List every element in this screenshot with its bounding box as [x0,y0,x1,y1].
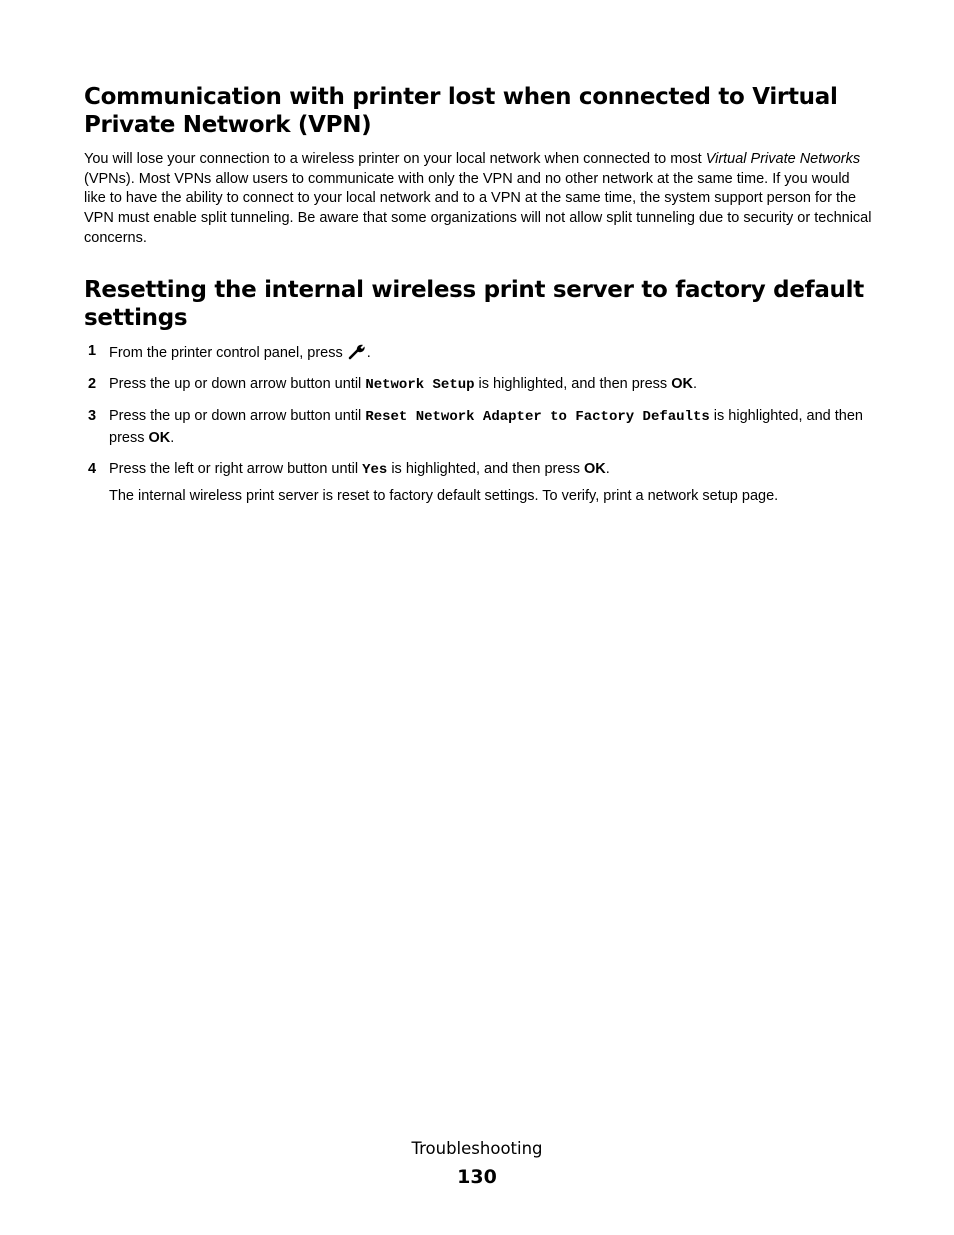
step-text-end: . [170,429,175,446]
step-text: Press the left or right arrow button until [109,460,363,477]
section-heading-vpn: Communication with printer lost when connected to Virtual Private Network (VPN) [84,84,838,138]
footer-page-number: 130 [457,1166,497,1188]
vpn-paragraph-text-b: (VPNs). Most VPNs allow users to communicate with only the VPN and no other network at the same time. If you would like to have the ability to connect to your local network and to a VPN at the same time, the system support person for the VPN must enable split tunneling. Be aware that some organizations will not allow split tunneling due to security or technical concerns. [84,170,872,246]
step-text: is highlighted, and then press [387,460,584,477]
step-number: 2 [88,375,97,392]
step-text: is highlighted, and then press [109,407,863,446]
menu-item-code: Reset Network Adapter to Factory Defaults [365,408,710,425]
footer-section-label: Troubleshooting [411,1139,543,1158]
menu-item-code: Network Setup [365,376,475,393]
step-text: Press the up or down arrow button until [109,375,366,392]
step-number: 3 [88,407,97,424]
step-1 [84,341,874,364]
step-note: The internal wireless print server is reset to factory default settings. To verify, print a network setup page. [109,487,779,504]
step-text-end: . [605,460,610,477]
step-number: 1 [88,342,97,359]
step-2 [84,374,874,396]
menu-item-code: Yes [362,461,388,478]
step-3 [84,406,874,449]
step-text: is highlighted, and then press [474,375,672,392]
step-4 [84,459,874,507]
reset-steps-list [84,341,874,507]
step-text-end: . [366,344,371,361]
ok-label: OK [583,460,606,477]
step-text-end: . [692,375,697,392]
ok-label: OK [148,429,171,446]
ok-label: OK [671,375,693,392]
vpn-paragraph-italic: Virtual Private Networks [705,151,861,167]
step-text: From the printer control panel, press [109,344,347,361]
section-heading-reset: Resetting the internal wireless print server to factory default settings [84,276,864,331]
document-page [84,80,874,517]
step-number: 4 [88,460,97,477]
vpn-paragraph-text-a: You will lose your connection to a wireless printer on your local network when connected to most [84,151,706,167]
vpn-paragraph [84,150,874,249]
wrench-icon [347,341,367,361]
step-text: Press the up or down arrow button until [109,407,366,424]
